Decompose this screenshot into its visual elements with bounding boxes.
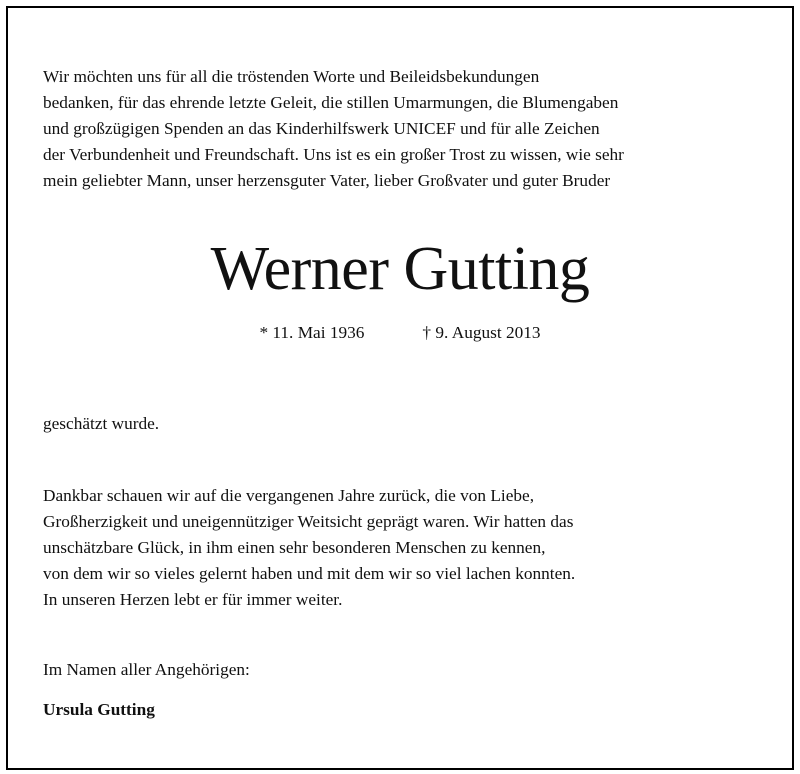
closing-text: Im Namen aller Angehörigen: (43, 660, 250, 679)
gratitude-line: In unseren Herzen lebt er für immer weiter. (43, 590, 343, 609)
intro-line: mein geliebter Mann, unser herzensguter Vater, lieber Großvater und guter Bruder (43, 171, 611, 190)
gratitude-line: Dankbar schauen wir auf die vergangenen Jahre zurück, die von Liebe, (43, 486, 535, 505)
death-date: † 9. August 2013 (422, 323, 541, 342)
intro-line: Wir möchten uns für all die tröstenden Worte und Beileidsbekundungen (43, 67, 540, 86)
intro-paragraph (43, 64, 763, 194)
gratitude-line: Großherzigkeit und uneigennütziger Weitsicht geprägt waren. Wir hatten das (43, 512, 574, 531)
intro-line: bedanken, für das ehrende letzte Geleit, die stillen Umarmungen, die Blumengaben (43, 93, 619, 112)
deceased-name: Werner Gutting (210, 235, 590, 303)
continuation-text: geschätzt wurde. (43, 414, 160, 433)
intro-line: der Verbundenheit und Freundschaft. Uns ist es ein großer Trost zu wissen, wie sehr (43, 145, 624, 164)
birth-date: * 11. Mai 1936 (259, 323, 365, 342)
intro-line: und großzügigen Spenden an das Kinderhilfswerk UNICEF und für alle Zeichen (43, 119, 600, 138)
life-dates (0, 320, 800, 346)
signature: Ursula Gutting (43, 700, 155, 719)
gratitude-line: unschätzbare Glück, in ihm einen sehr besonderen Menschen zu kennen, (43, 538, 546, 557)
gratitude-paragraph (43, 483, 763, 613)
gratitude-line: von dem wir so vieles gelernt haben und mit dem wir so viel lachen konnten. (43, 564, 576, 583)
